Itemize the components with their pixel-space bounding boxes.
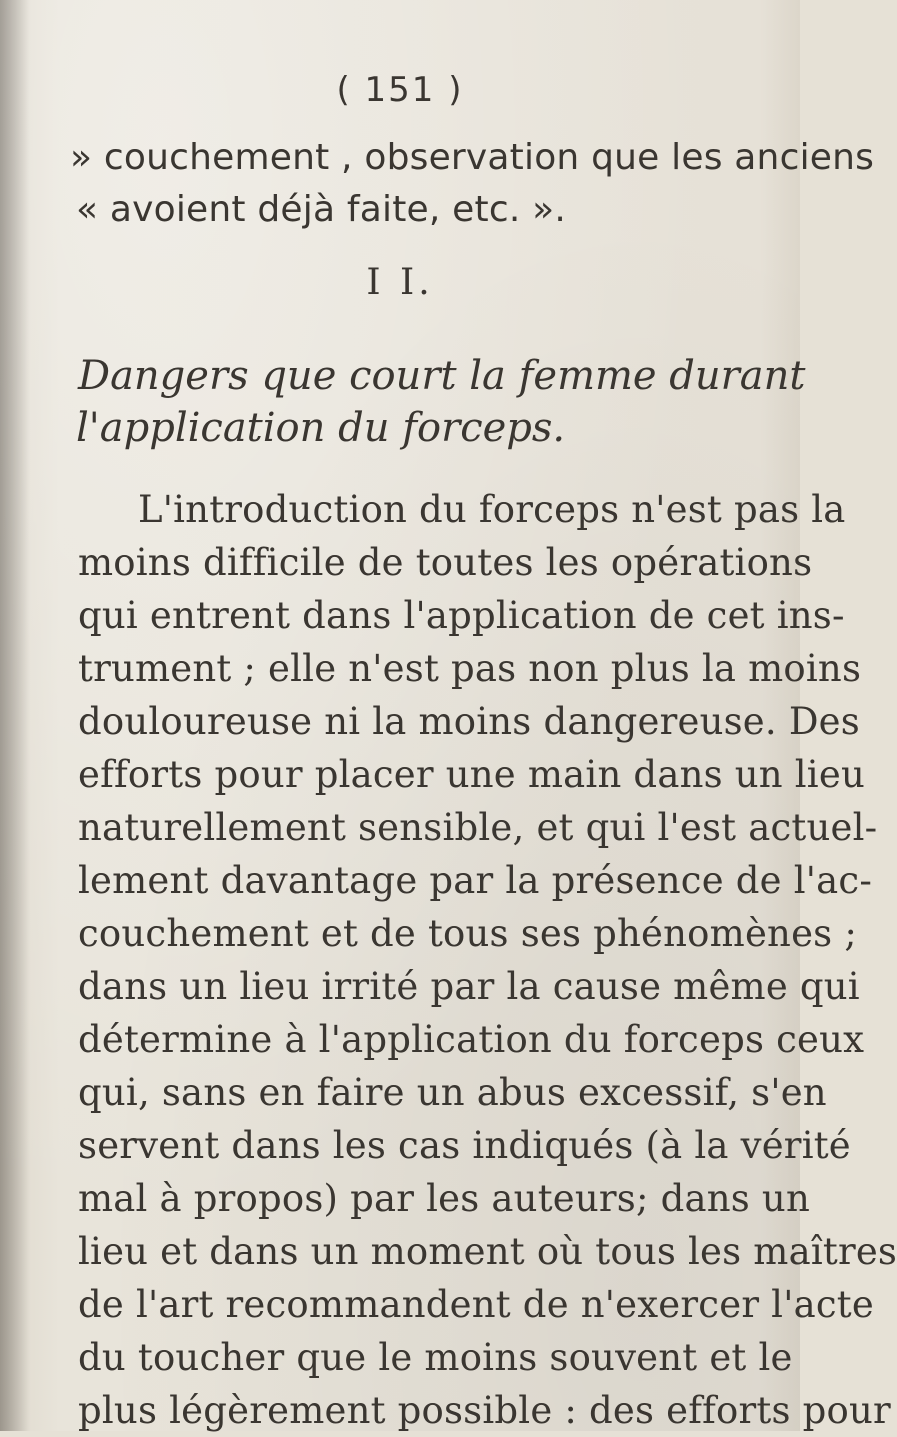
body-line-1: L'introduction du forceps n'est pas la	[138, 488, 846, 531]
body-line-10: dans un lieu irrité par la cause même qui	[78, 965, 860, 1008]
body-line-17: du toucher que le moins souvent et le	[78, 1336, 793, 1379]
body-line-13: servent dans les cas indiqués (à la vérité	[78, 1124, 851, 1167]
body-line-16: de l'art recommandent de n'exercer l'acte	[78, 1283, 874, 1326]
body-line-7: naturellement sensible, et qui l'est actuel-	[78, 806, 878, 849]
body-line-11: détermine à l'application du forceps ceux	[78, 1018, 865, 1061]
intro-line-2: « avoient déjà faite, etc. ».	[76, 189, 566, 230]
section-title-line-1: Dangers que court la femme durant	[78, 353, 806, 399]
body-line-12: qui, sans en faire un abus excessif, s'en	[78, 1071, 827, 1114]
body-line-2: moins difficile de toutes les opérations	[78, 541, 813, 584]
body-line-9: couchement et de tous ses phénomènes ;	[78, 912, 857, 955]
body-line-18: plus légèrement possible : des efforts pour	[78, 1389, 891, 1432]
body-line-6: efforts pour placer une main dans un lieu	[78, 753, 865, 796]
body-line-8: lement davantage par la présence de l'ac-	[78, 859, 873, 902]
binding-shadow	[0, 0, 30, 1431]
section-number: I I.	[366, 262, 434, 303]
section-title-line-2: l'application du forceps.	[76, 405, 566, 451]
intro-line-1: » couchement , observation que les anciens	[70, 137, 875, 178]
body-line-14: mal à propos) par les auteurs; dans un	[78, 1177, 810, 1220]
body-line-5: douloureuse ni la moins dangereuse. Des	[78, 700, 860, 743]
page-number: ( 151 )	[336, 70, 464, 110]
body-line-3: qui entrent dans l'application de cet ins-	[78, 594, 845, 637]
body-line-15: lieu et dans un moment où tous les maîtres	[78, 1230, 897, 1273]
body-line-4: trument ; elle n'est pas non plus la moins	[78, 647, 862, 690]
